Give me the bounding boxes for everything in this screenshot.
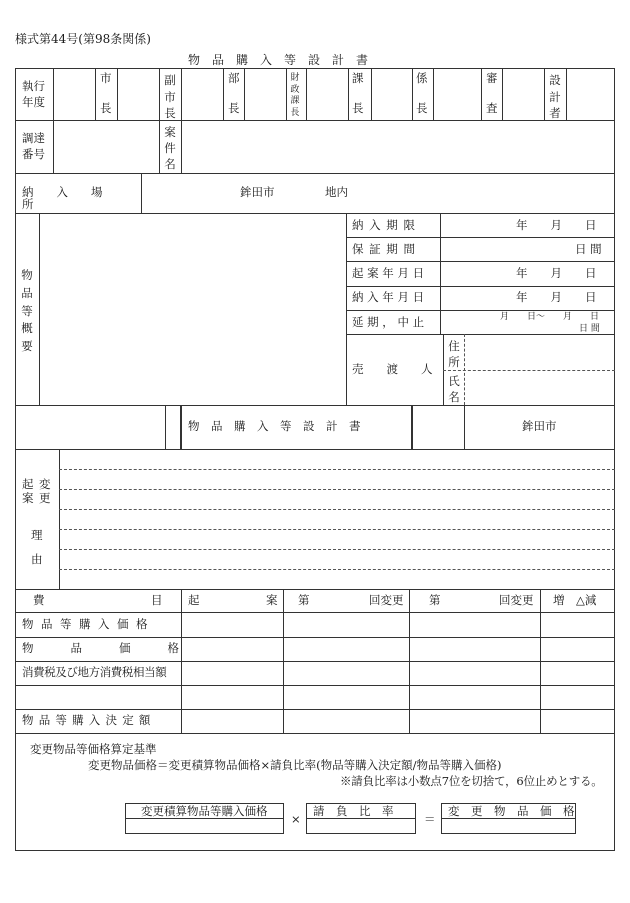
stub-city: 鉾田市 (522, 419, 557, 433)
delivery-city: 鉾田市 (240, 185, 275, 199)
procurement-number-label-2: 番号 (22, 147, 45, 161)
overview-label: 物品等概要 (21, 268, 33, 354)
postpone-value-2: 日 間 (579, 324, 600, 334)
formula-box2-label: 請 負 比 率 (313, 804, 394, 818)
procurement-number-field[interactable] (60, 125, 154, 169)
cost-header-item-2: 目 (151, 593, 163, 607)
formula-box1-label: 変更積算物品等購入価格 (141, 804, 268, 818)
formula-equals: ＝ (424, 812, 436, 826)
reason-label-2: 由 (31, 552, 43, 566)
director-label-1: 部 (228, 71, 240, 85)
change-label-2: 更 (39, 491, 51, 505)
review-label-1: 審 (486, 71, 498, 85)
reason-label-1: 理 (31, 528, 43, 542)
execution-year-label-1: 執行 (22, 79, 45, 93)
mayor-label-2: 長 (100, 101, 112, 115)
seller-label: 売 渡 人 (352, 362, 433, 376)
delivery-deadline-label: 納 入 期 限 (352, 218, 416, 232)
director-label-2: 長 (228, 101, 240, 115)
delivery-suffix: 地内 (325, 185, 348, 199)
formula-note: ※請負比率は小数点7位を切捨て，6位止めとする。 (340, 774, 603, 788)
cost-header-change2-1: 第 (429, 593, 441, 607)
stub-title: 物 品 購 入 等 設 計 書 (188, 419, 361, 433)
cost-row-purchase-price: 物品等購入価格 (22, 617, 155, 631)
vice-mayor-label: 副市長 (164, 73, 176, 121)
cost-header-change1-2: 回変更 (369, 593, 404, 607)
formula-equation: 変更物品価格＝変更積算物品価格×請負比率(物品等購入決定額/物品等購入価格) (88, 758, 502, 772)
subsection-chief-label-1: 係 (416, 71, 428, 85)
postpone-label: 延 期 ， 中 止 (352, 315, 425, 329)
delivery-deadline-value: 年 月 日 (516, 218, 597, 232)
formula-times: × (291, 812, 301, 826)
case-name-label: 案件名 (164, 125, 176, 172)
execution-year-label-2: 年度 (22, 95, 45, 109)
cost-header-draft-2: 案 (266, 593, 278, 607)
postpone-value-1: 月 日～ 月 日 (500, 312, 600, 322)
review-label-2: 査 (486, 101, 498, 115)
name-label: 氏名 (448, 374, 460, 404)
formula-box3-label: 変 更 物 品 価 格 (448, 804, 575, 818)
cost-header-change1-1: 第 (298, 593, 310, 607)
procurement-number-label-1: 調達 (22, 131, 45, 145)
draft-label-1: 起 (22, 477, 34, 491)
cost-header-diff: 増 △減 (553, 593, 597, 607)
formula-heading: 変更物品等価格算定基準 (30, 742, 157, 756)
page-title: 物 品 購 入 等 設 計 書 (188, 53, 369, 67)
section-chief-label-1: 課 (352, 71, 364, 85)
cost-row-decided: 物品等購入決定額 (22, 713, 156, 727)
subsection-chief-label-2: 長 (416, 101, 428, 115)
warranty-period-value: 日 間 (575, 242, 602, 256)
overview-field[interactable] (44, 218, 342, 401)
change-reason-field[interactable] (63, 452, 613, 586)
delivery-date-value: 年 月 日 (516, 290, 597, 304)
cost-header-item-1: 費 (33, 593, 45, 607)
mayor-label-1: 市 (100, 71, 112, 85)
draft-label-2: 案 (22, 491, 34, 505)
change-label-1: 変 (39, 477, 51, 491)
cost-row-tax: 消費税及び地方消費税相当額 (22, 665, 167, 679)
cost-header-draft-1: 起 (188, 593, 200, 607)
finance-chief-label: 財政課長 (290, 73, 300, 119)
delivery-place-label: 納 入 場 所 (22, 185, 126, 211)
case-name-field[interactable] (186, 125, 610, 169)
section-chief-label-2: 長 (352, 101, 364, 115)
draft-date-label: 起 案 年 月 日 (352, 266, 425, 280)
warranty-period-label: 保 証 期 間 (352, 242, 416, 256)
draft-date-value: 年 月 日 (516, 266, 597, 280)
address-label: 住所 (448, 339, 460, 369)
seller-address-field[interactable] (468, 337, 612, 367)
seller-name-field[interactable] (468, 373, 612, 403)
delivery-date-label: 納 入 年 月 日 (352, 290, 425, 304)
cost-header-change2-2: 回変更 (499, 593, 534, 607)
cost-row-goods-price: 物品価格 (22, 641, 216, 655)
designer-label: 設計者 (549, 73, 561, 121)
form-number: 様式第44号(第98条関係) (15, 32, 151, 46)
